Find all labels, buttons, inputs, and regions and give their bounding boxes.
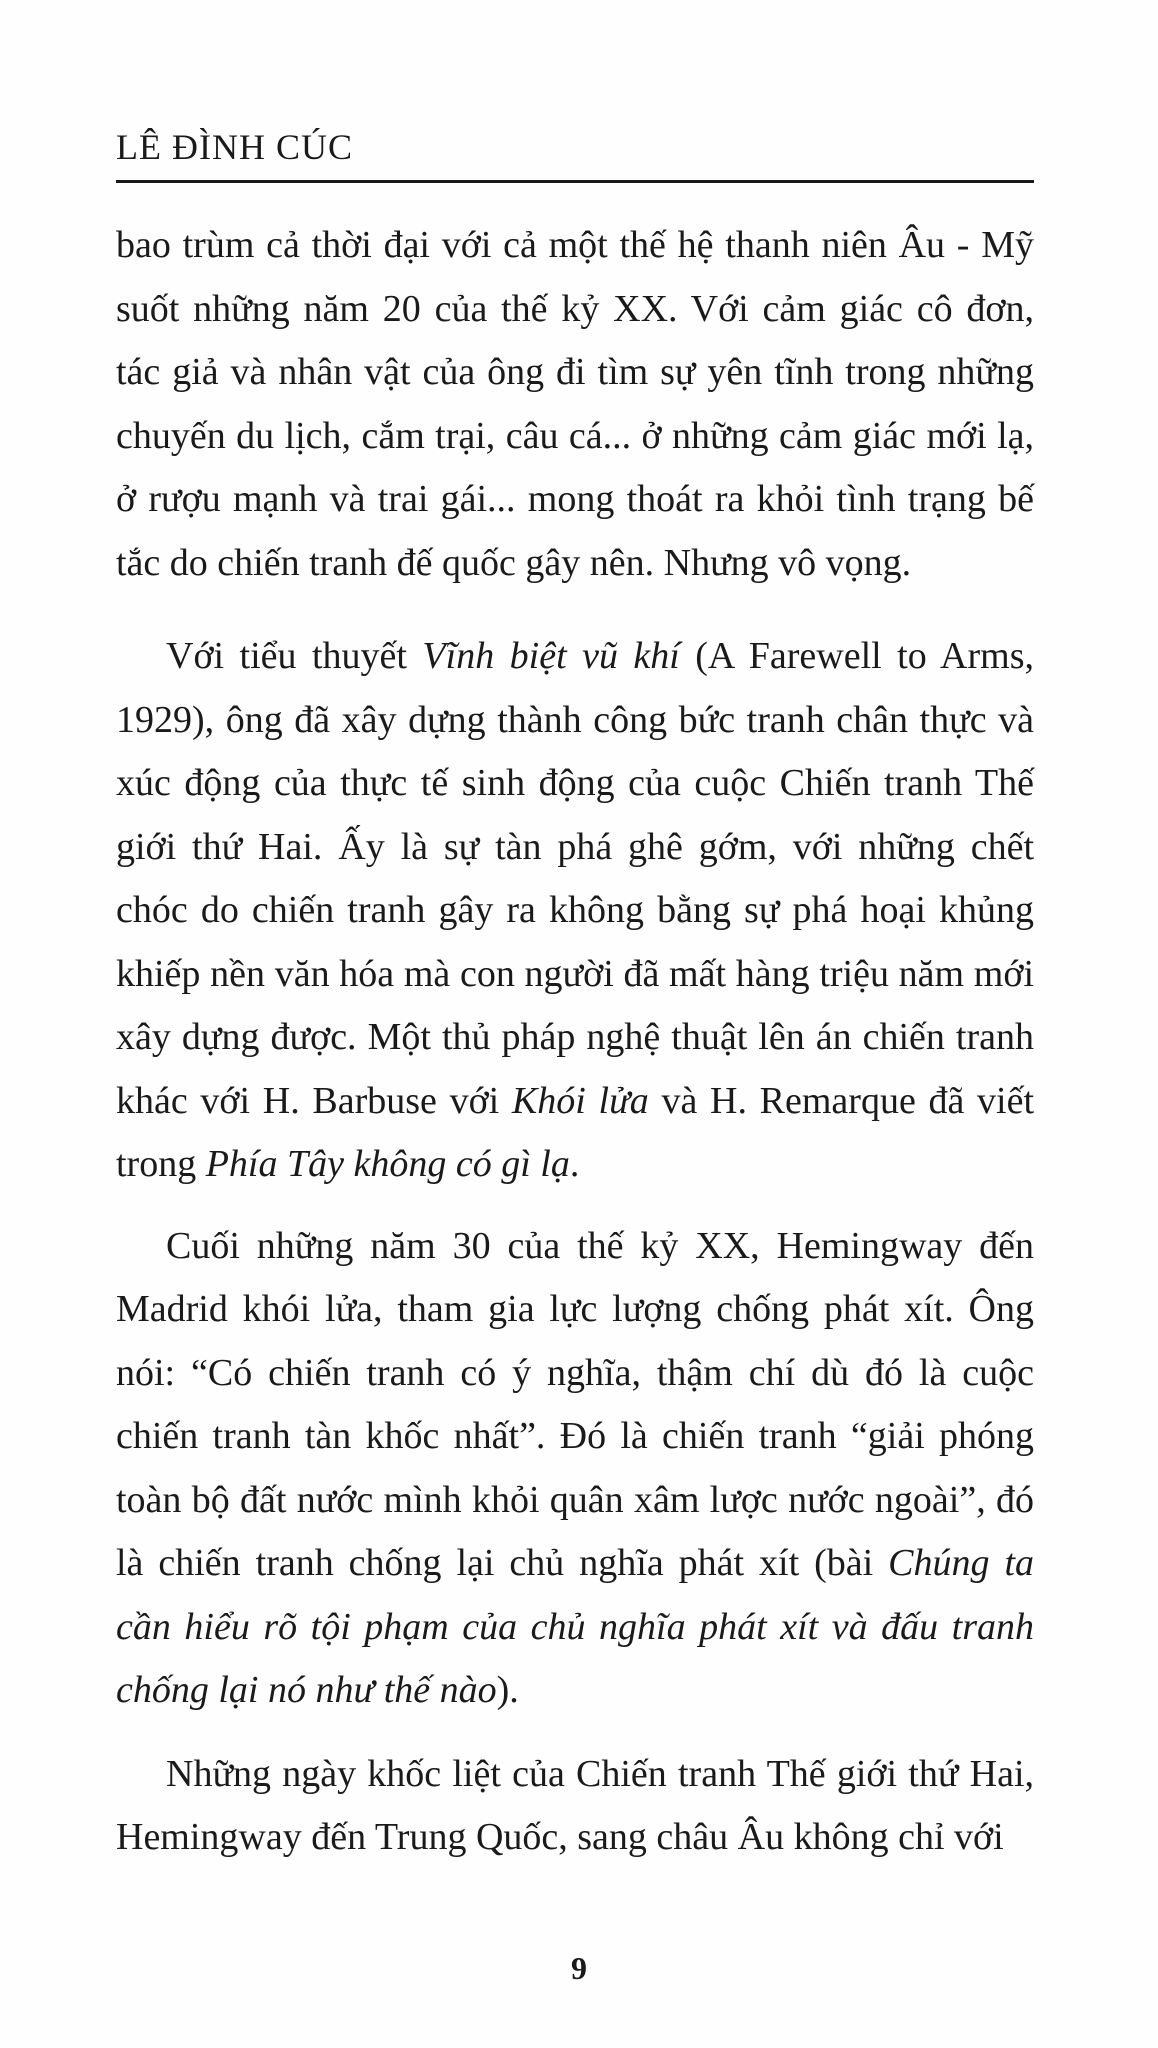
book-title-vinh-biet-vu-khi: Vĩnh biệt vũ khí — [422, 635, 680, 677]
paragraph-1: bao trùm cả thời đại với cả một thế hệ thanh niên Âu - Mỹ suốt những năm 20 của thế kỷ XX. Với cảm giác cô đơn, tác giả và nhân vật của ông đi tìm sự yên tĩnh trong những chuyến du lịch, cắm trại, câu cá... ở những cảm giác mới lạ, ở rượu mạnh và trai gái... mong thoát ra khỏi tình trạng bế tắc do chiến tranh đế quốc gây nên. Nhưng vô vọng. — [116, 224, 1034, 584]
paragraph-2-text-2: (A Farewell to Arms, 1929), ông đã xây dựng thành công bức tranh chân thực và xúc động của thực tế sinh động của cuộc Chiến tranh Thế giới thứ Hai. Ấy là sự tàn phá ghê gớm, với những chết chóc do chiến tranh gây ra không bằng sự phá hoại khủng khiếp nền văn hóa mà con người đã mất hàng triệu năm mới xây dựng được. Một thủ pháp nghệ thuật lên án chiến tranh khác với H. Barbuse với — [116, 635, 1034, 1122]
paragraph-2-text-3: và H. Remarque đã viết trong — [116, 1079, 1035, 1185]
book-title-khoi-lua: Khói lửa — [511, 1079, 649, 1122]
paragraph-3-text-1: Cuối những năm 30 của thế kỷ XX, Hemingway đến Madrid khói lửa, tham gia lực lượng chống phát xít. Ông nói: “Có chiến tranh có ý nghĩa, thậm chí dù đó là cuộc chiến tranh tàn khốc nhất”. Đó là chiến tranh “giải phóng toàn bộ đất nước mình khỏi quân xâm lược nước ngoài”, đó là chiến tranh chống lại chủ nghĩa phát xít (bài — [116, 1224, 1034, 1584]
paragraph-2 — [116, 625, 1034, 1197]
book-title-phia-tay: Phía Tây không có gì lạ — [205, 1143, 570, 1185]
paragraph-2-text-1: Với tiểu thuyết — [166, 635, 423, 677]
paragraph-3 — [116, 1215, 1034, 1723]
paragraph-2-text-4: . — [569, 1143, 580, 1185]
paragraph-4: Những ngày khốc liệt của Chiến tranh Thế giới thứ Hai, Hemingway đến Trung Quốc, sang châu Âu không chỉ với — [116, 1752, 1034, 1858]
body-text — [116, 214, 1034, 1870]
paragraph-3-text-2: ). — [496, 1669, 519, 1711]
running-header-author: LÊ ĐÌNH CÚC — [116, 127, 353, 167]
article-title: Chúng ta cần hiểu rõ tội phạm của chủ nghĩa phát xít và đấu tranh chống lại nó như thế nào — [116, 1542, 1035, 1711]
page-number: 9 — [571, 1950, 587, 1986]
header-rule — [116, 180, 1034, 183]
